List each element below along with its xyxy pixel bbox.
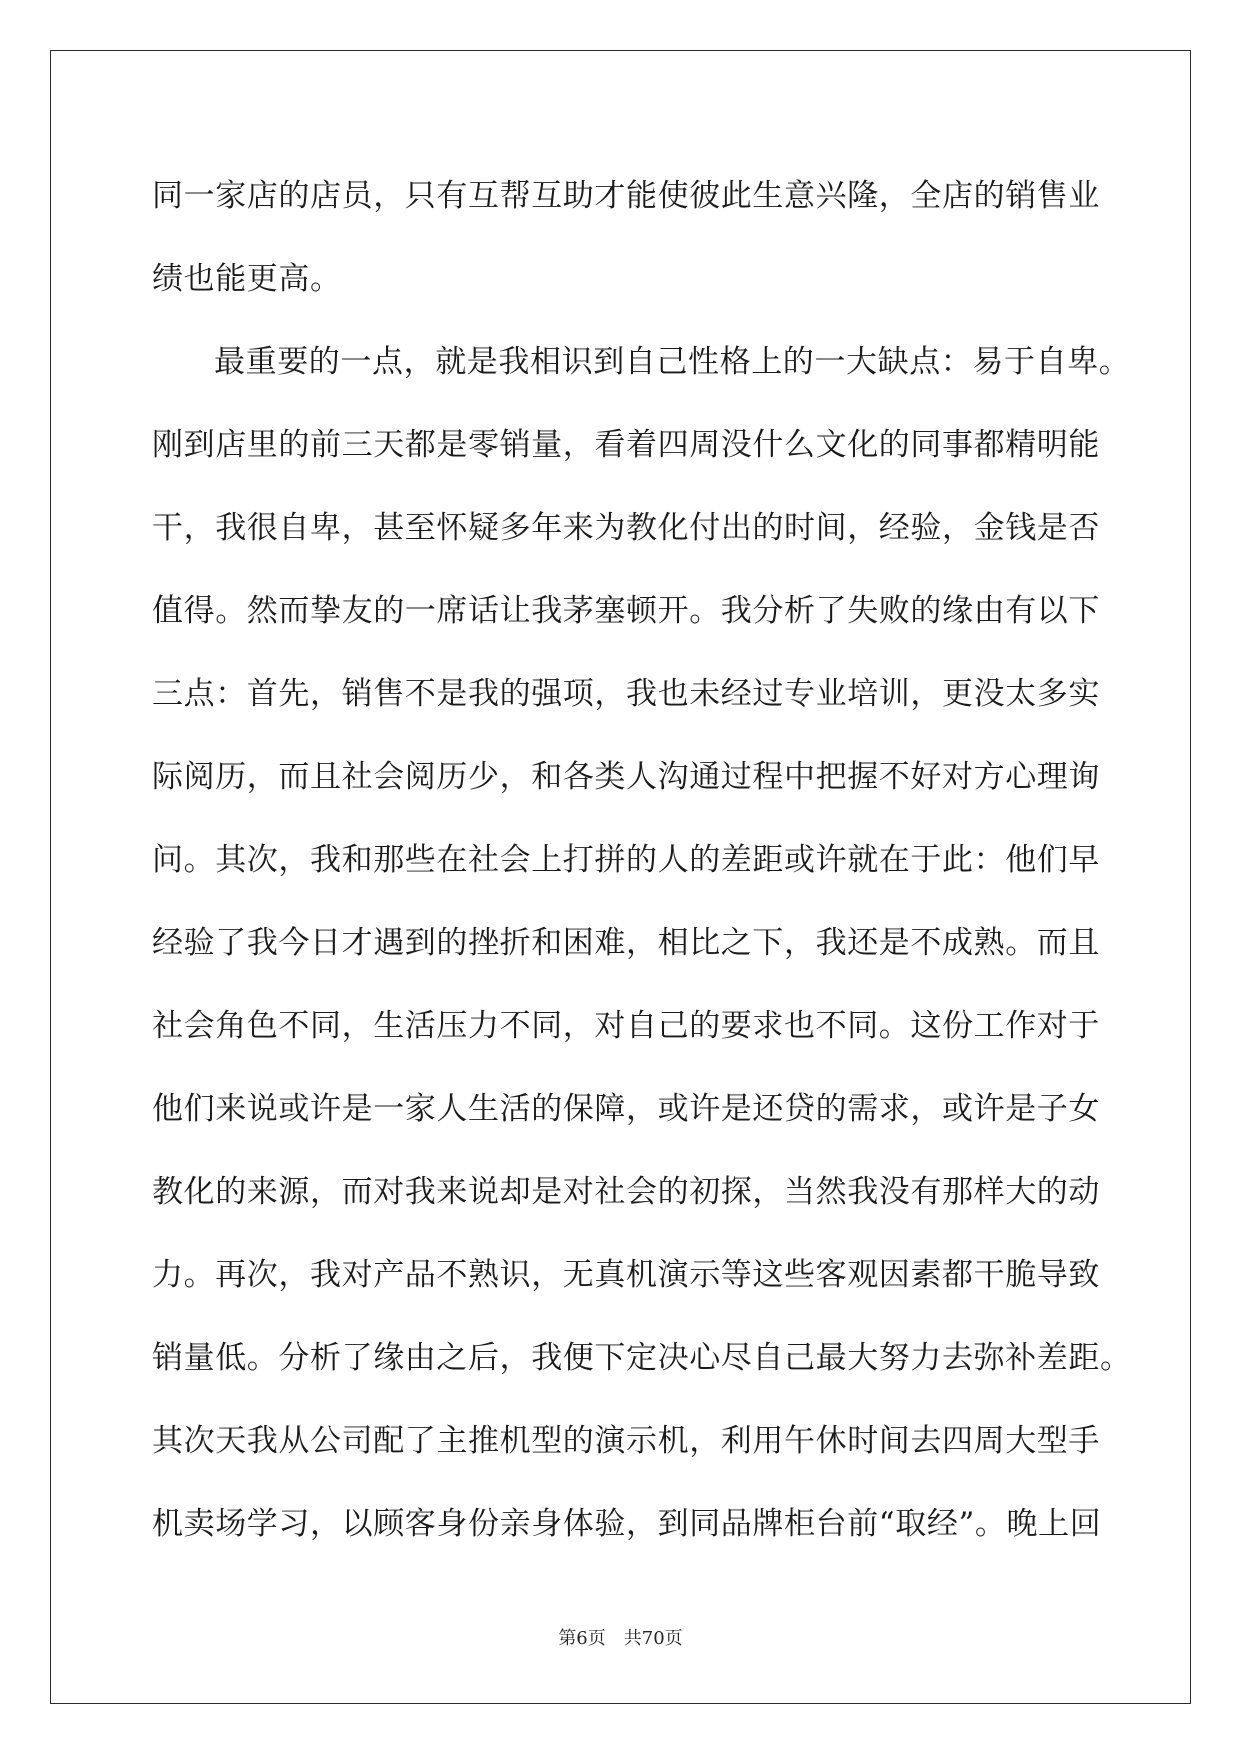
text-line: 问。其次，我和那些在社会上打拼的人的差距或许就在于此：他们早 [152,842,1100,878]
text-line: 绩也能更高。 [152,261,342,297]
text-line: 社会角色不同，生活压力不同，对自己的要求也不同。这份工作对于 [152,1008,1100,1044]
text-line: 干，我很自卑，甚至怀疑多年来为教化付出的时间，经验，金钱是否 [152,510,1100,546]
text-line: 刚到店里的前三天都是零销量，看着四周没什么文化的同事都精明能 [152,427,1100,463]
page-number: 第6页 共70页 [558,1628,683,1649]
text-line: 销量低。分析了缘由之后，我便下定决心尽自己最大努力去弥补差距。 [152,1340,1132,1376]
text-line: 机卖场学习，以顾客身份亲身体验，到同品牌柜台前“取经”。晚上回 [152,1506,1102,1542]
text-line: 经验了我今日才遇到的挫折和困难，相比之下，我还是不成熟。而且 [152,925,1100,961]
text-line: 三点：首先，销售不是我的强项，我也未经过专业培训，更没太多实 [152,676,1100,712]
text-line: 其次天我从公司配了主推机型的演示机，利用午休时间去四周大型手 [152,1423,1100,1459]
text-line: 力。再次，我对产品不熟识，无真机演示等这些客观因素都干脆导致 [152,1257,1100,1293]
text-line: 同一家店的店员，只有互帮互助才能使彼此生意兴隆，全店的销售业 [152,178,1100,214]
text-line: 值得。然而挚友的一席话让我茅塞顿开。我分析了失败的缘由有以下 [152,593,1100,629]
paragraph-start-line: 最重要的一点，就是我相识到自己性格上的一大缺点：易于自卑。 [214,344,1131,380]
text-line: 他们来说或许是一家人生活的保障，或许是还贷的需求，或许是子女 [152,1091,1100,1127]
document-body [152,155,1132,1566]
text-line: 际阅历，而且社会阅历少，和各类人沟通过程中把握不好对方心理询 [152,759,1100,795]
text-line: 教化的来源，而对我来说却是对社会的初探，当然我没有那样大的动 [152,1174,1100,1210]
